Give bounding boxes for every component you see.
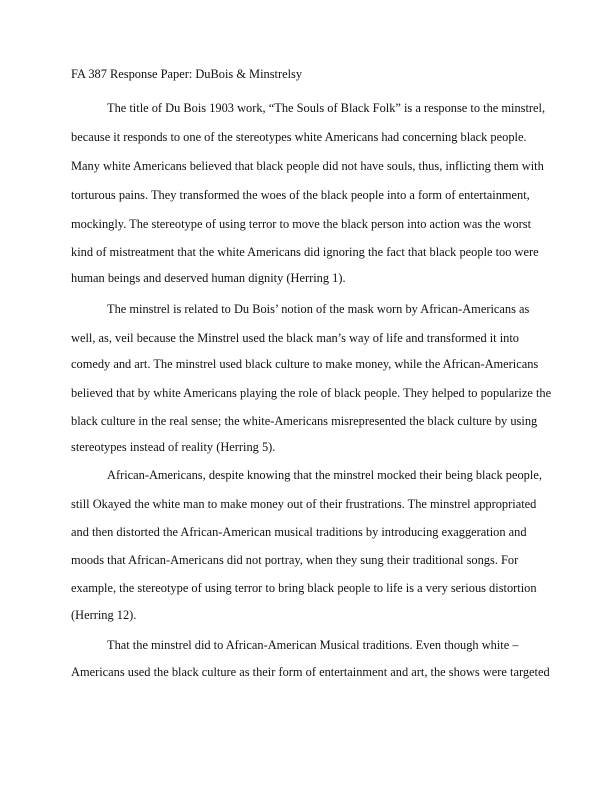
paragraph-3-line-4: moods that African-Americans did not portray, when they sung their traditional songs. For — [71, 553, 519, 567]
paragraph-2-line-5: black culture in the real sense; the white-Americans misrepresented the black culture by using — [71, 414, 538, 428]
paragraph-1-line-1: The title of Du Bois 1903 work, “The Souls of Black Folk” is a response to the minstrel, — [107, 101, 546, 115]
paragraph-3-line-5: example, the stereotype of using terror to bring black people to life is a very serious distortion — [71, 581, 537, 595]
paragraph-1-line-4: torturous pains. They transformed the woes of the black people into a form of entertainment, — [71, 188, 530, 202]
paragraph-1-line-3: Many white Americans believed that black people did not have souls, thus, inflicting them with — [71, 159, 544, 173]
document-title: FA 387 Response Paper: DuBois & Minstrelsy — [71, 67, 303, 81]
paragraph-3-line-6: (Herring 12). — [71, 608, 137, 622]
paragraph-2-line-4: believed that by white Americans playing the role of black people. They helped to popularize the — [71, 386, 552, 400]
paragraph-2-line-3: comedy and art. The minstrel used black culture to make money, while the African-Americans — [71, 357, 539, 371]
paragraph-4-line-1: That the minstrel did to African-American Musical traditions. Even though white – — [107, 638, 519, 652]
paragraph-3-line-3: and then distorted the African-American musical traditions by introducing exaggeration and — [71, 525, 527, 539]
paragraph-3-line-2: still Okayed the white man to make money out of their frustrations. The minstrel appropriated — [71, 497, 537, 511]
paragraph-1-line-2: because it responds to one of the stereotypes white Americans had concerning black people. — [71, 130, 527, 144]
paragraph-1-line-7: human beings and deserved human dignity (Herring 1). — [71, 271, 346, 285]
paragraph-2-line-1: The minstrel is related to Du Bois’ notion of the mask worn by African-Americans as — [107, 302, 530, 316]
paragraph-1-line-5: mockingly. The stereotype of using terror to move the black person into action was the worst — [71, 217, 532, 231]
paragraph-3-line-1: African-Americans, despite knowing that the minstrel mocked their being black people, — [107, 468, 542, 482]
paragraph-2-line-2: well, as, veil because the Minstrel used the black man’s way of life and transformed it into — [71, 331, 519, 345]
paragraph-1-line-6: kind of mistreatment that the white Americans did ignoring the fact that black people too were — [71, 245, 539, 259]
paragraph-2-line-6: stereotypes instead of reality (Herring 5). — [71, 440, 276, 454]
paragraph-4-line-2: Americans used the black culture as their form of entertainment and art, the shows were targeted — [71, 665, 550, 679]
